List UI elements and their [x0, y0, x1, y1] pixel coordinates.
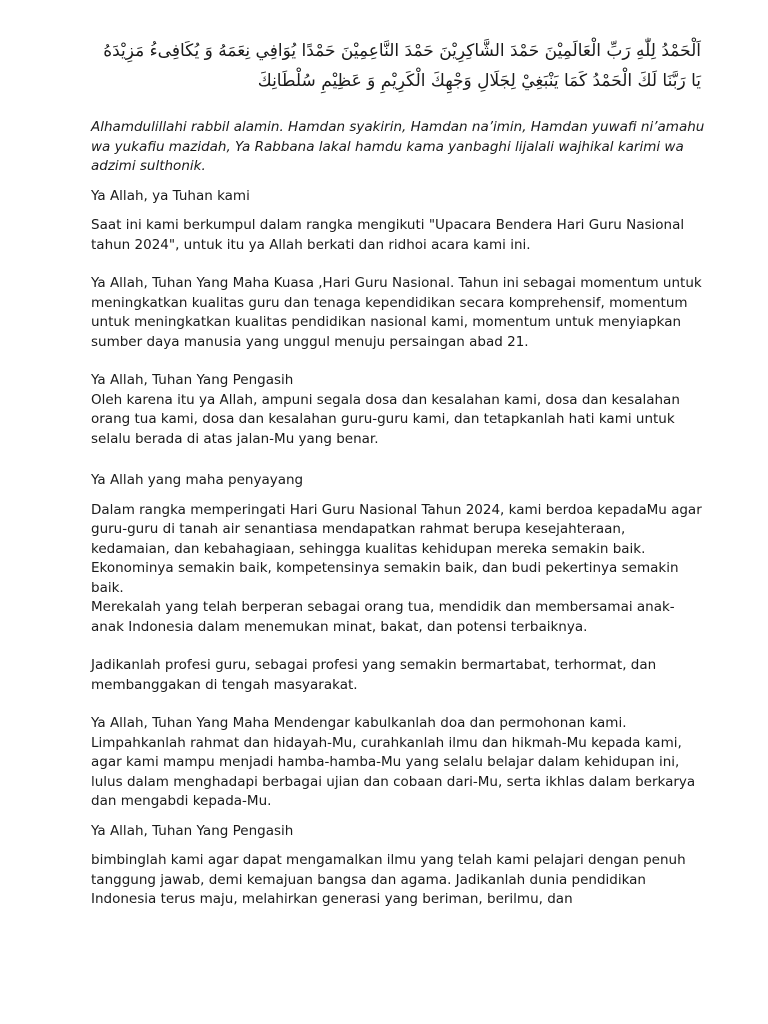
paragraph: bimbinglah kami agar dapat mengamalkan ilmu yang telah kami pelajari dengan penuh tanggung jawab, demi kemajuan bangsa dan agama. Jadikanlah dunia pendidikan Indonesia terus maju, melahirkan generasi yang beriman, berilmu, dan [91, 852, 686, 907]
paragraph: Saat ini kami berkumpul dalam rangka mengikuti "Upacara Bendera Hari Guru Nasional tahun 2024", untuk itu ya Allah berkati dan ridhoi acara kami ini. [91, 217, 685, 253]
arabic-prayer: اَلْحَمْدُ لِلّٰهِ رَبِّ الْعَالَمِيْنَ حَمْدَ الشَّاكِرِيْنَ حَمْدَ النَّاعِمِيْنَ حَمْدًا يُوَافِي نِعَمَهُ وَ يُكَافِىءُ مَزِيْدَهُ يَا رَبَّنَا لَكَ الْحَمْدُ كَمَا يَنْبَغِيْ لِجَلَالِ وَجْهِكَ الْكَرِيْمِ وَ عَظِيْمِ سُلْطَانِكَ [103, 41, 701, 91]
transliteration: Alhamdulillahi rabbil alamin. Hamdan syakirin, Hamdan na’imin, Hamdan yuwafi ni’amahu wa yukafiu mazidah, Ya Rabbana lakal hamdu kama yanbaghi lijalali wajhikal karimi wa adzimi sulthonik. [91, 119, 705, 174]
paragraph: Ya Allah, Tuhan Yang Maha Mendengar kabulkanlah doa dan permohonan kami. Limpahkanlah rahmat dan hidayah-Mu, curahkanlah ilmu dan hikmah-Mu kepada kami, agar kami mampu menjadi hamba-hamba-Mu yang selalu belajar dalam kehidupan ini, lulus dalam menghadapi berbagai ujian dan cobaan dari-Mu, serta ikhlas dalam berkarya dan mengabdi kepada-Mu. [91, 715, 696, 809]
section-heading: Ya Allah, ya Tuhan kami [91, 187, 250, 204]
section-heading: Ya Allah, Tuhan Yang Pengasih [91, 372, 294, 388]
section-heading: Ya Allah yang maha penyayang [91, 472, 304, 488]
paragraph: Oleh karena itu ya Allah, ampuni segala dosa dan kesalahan kami, dosa dan kesalahan orang tua kami, dosa dan kesalahan guru-guru kami, dan tetapkanlah hati kami untuk selalu berada di atas jalan-Mu yang benar. [91, 391, 680, 447]
paragraph: Merekalah yang telah berperan sebagai orang tua, mendidik dan membersamai anak-anak Indonesia dalam menemukan minat, bakat, dan potensi terbaiknya. [91, 599, 675, 635]
section-heading: Ya Allah, Tuhan Yang Pengasih [91, 822, 294, 839]
paragraph: Dalam rangka memperingati Hari Guru Nasional Tahun 2024, kami berdoa kepadaMu agar guru-guru di tanah air senantiasa mendapatkan rahmat berupa kesejahteraan, kedamaian, dan kebahagiaan, sehingga kualitas kehidupan mereka semakin baik. Ekonominya semakin baik, kompetensinya semakin baik, dan budi pekertinya semakin baik. [91, 501, 702, 596]
paragraph: Jadikanlah profesi guru, sebagai profesi yang semakin bermartabat, terhormat, dan membanggakan di tengah masyarakat. [91, 657, 657, 693]
paragraph: Ya Allah, Tuhan Yang Maha Kuasa ,Hari Guru Nasional. Tahun ini sebagai momentum untuk meningkatkan kualitas guru dan tenaga kependidikan secara komprehensif, momentum untuk meningkatkan kualitas pendidikan nasional kami, momentum untuk menyiapkan sumber daya manusia yang unggul menuju persaingan abad 21. [91, 275, 702, 350]
document-page [91, 36, 707, 910]
